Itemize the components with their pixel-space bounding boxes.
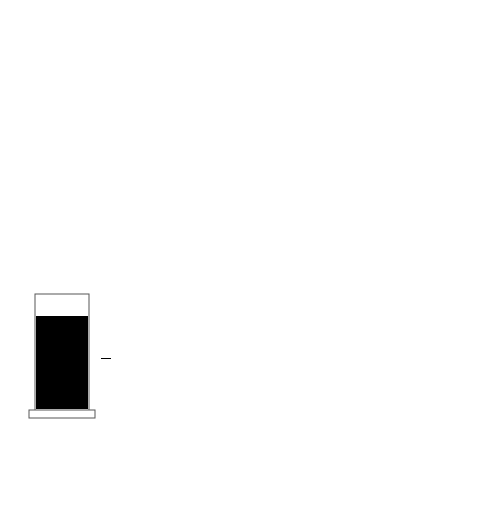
cylinder-base: [29, 410, 95, 418]
measuring-cylinder-figure: [27, 290, 97, 420]
volume-answer-blank[interactable]: [101, 346, 111, 359]
task5-question3-line2: [101, 346, 162, 364]
cylinder-liquid: [36, 316, 88, 409]
measuring-cylinder-svg: [27, 290, 97, 420]
